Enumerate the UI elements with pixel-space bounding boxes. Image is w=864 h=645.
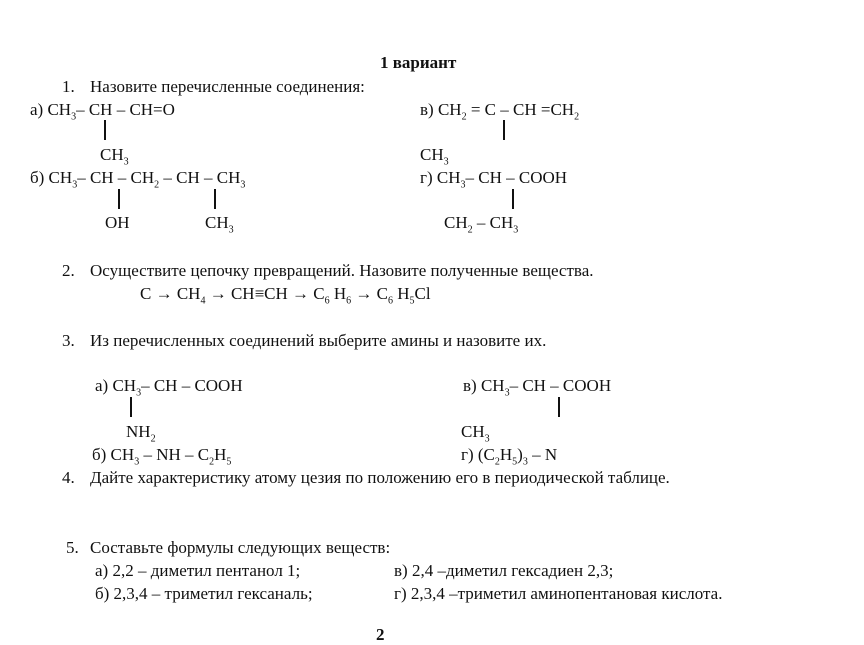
q5a-text: а) 2,2 – диметил пентанол 1; (95, 561, 301, 580)
q1g-branch: $CH_2 - CH_3$ (444, 213, 519, 236)
q1v-branch: $CH_3$ (420, 145, 449, 168)
q5-text: Составьте формулы следующих веществ: (90, 538, 391, 557)
q5b-text: б) 2,3,4 – триметил гексаналь; (95, 584, 313, 603)
q1v-formula: в) $CH_2 = C$ – CH $=CH_2$ (420, 100, 580, 123)
q1b-bond-1 (118, 189, 120, 209)
q2-text: Осуществите цепочку превращений. Назовите полученные вещества. (90, 261, 594, 280)
q3g-formula: г) $(C_2H_5)_3$ – N (461, 445, 558, 468)
q1g-bond (512, 189, 514, 209)
q1a-bond (104, 120, 106, 140)
q1-number: 1. (62, 77, 75, 96)
q1g-formula: г) $CH_3-$ CH – COOH (420, 168, 568, 191)
q5v-text: в) 2,4 –диметил гексадиен 2,3; (394, 561, 614, 580)
q5g-text: г) 2,3,4 –триметил аминопентановая кислота. (394, 584, 723, 603)
q1a-branch: $CH_3$ (100, 145, 129, 168)
q3v-formula: в) $CH_3-$ CH – COOH (463, 376, 612, 399)
q2-number: 2. (62, 261, 75, 280)
q3a-branch: $NH_2$ (126, 422, 156, 445)
q1b-bond-2 (214, 189, 216, 209)
q4-text: Дайте характеристику атому цезия по положению его в периодической таблице. (90, 468, 670, 487)
q3-text: Из перечисленных соединений выберите амины и назовите их. (90, 331, 547, 350)
q1b-branch-1: OH (105, 213, 130, 232)
q3a-formula: а) $CH_3-$ CH – COOH (95, 376, 243, 399)
q1v-bond (503, 120, 505, 140)
q3v-bond (558, 397, 560, 417)
q3v-branch: $CH_3$ (461, 422, 490, 445)
q5-number: 5. (66, 538, 79, 557)
page-number: 2 (376, 625, 385, 644)
q1b-formula: б) $CH_3-$ CH – $CH_2$ – CH – $CH_3$ (30, 168, 246, 191)
q4-number: 4. (62, 468, 75, 487)
q1-text: Назовите перечисленные соединения: (90, 77, 365, 96)
q1a-formula: а) $CH_3-$ CH – CH=O (30, 100, 175, 123)
q3a-bond (130, 397, 132, 417)
q2-chain: $C \to CH_4 \to CH\equiv CH \to C_6$ $H_6 \to C_6$ $H_5Cl$ (140, 284, 431, 307)
q1b-branch-2: $CH_3$ (205, 213, 234, 236)
page-title: 1 вариант (380, 53, 457, 72)
q3b-formula: б) $CH_3$ – NH – $C_2H_5$ (92, 445, 232, 468)
q3-number: 3. (62, 331, 75, 350)
